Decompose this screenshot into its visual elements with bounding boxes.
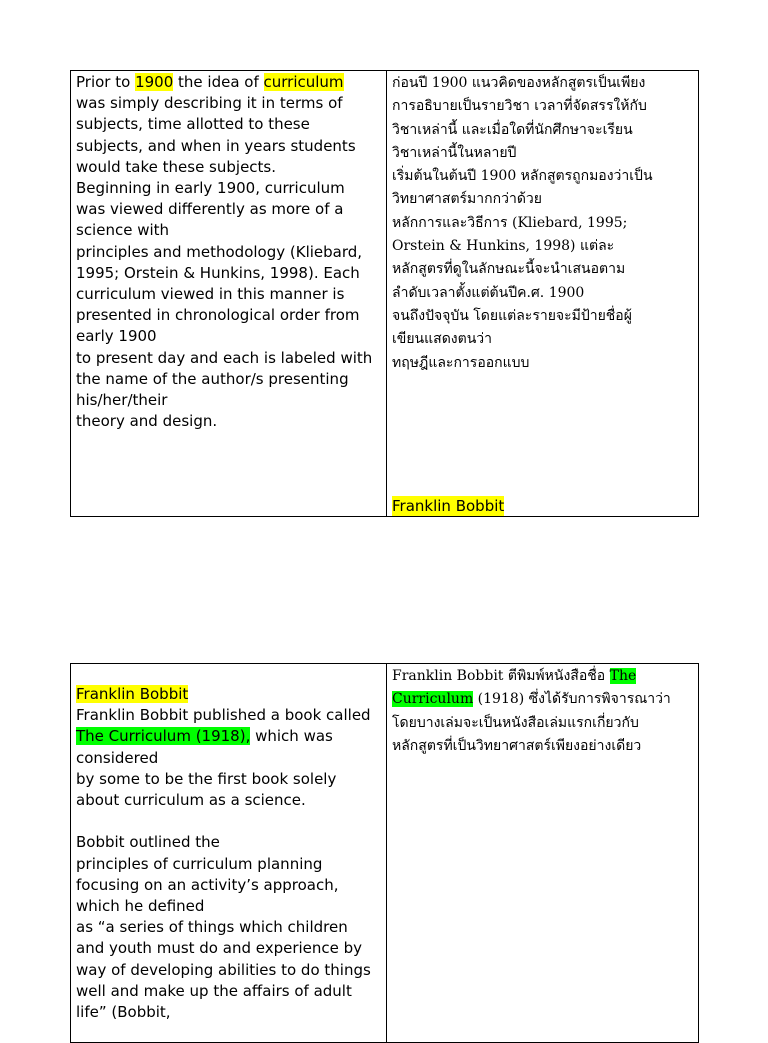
thai-line: หลักสูตรที่ดูในลักษณะนี้จะนำเสนอตาม <box>392 261 626 278</box>
thai-line: Orstein & Hunkins, 1998) แต่ละ <box>392 238 615 255</box>
highlight-curriculum: curriculum <box>263 73 344 91</box>
text-line: the name of the author/s presenting <box>76 369 349 388</box>
highlight-book-title: The Curriculum (1918), <box>76 727 251 746</box>
text-line: as “a series of things which children <box>76 918 348 937</box>
text-line: 1995; Orstein & Hunkins, 1998). Each <box>76 263 360 282</box>
thai-line: เขียนแสดงตนว่า <box>392 331 493 348</box>
text-line <box>76 726 380 747</box>
thai-line: ก่อนปี 1900 แนวคิดของหลักสูตรเป็นเพียง <box>392 75 646 91</box>
text-line: about curriculum as a science. <box>76 791 306 810</box>
thai-line: ทฤษฎีและการออกแบบ <box>392 354 530 371</box>
text-line: by some to be the first book solely <box>76 769 337 788</box>
highlight-year: 1900 <box>135 73 174 91</box>
text-line: life” (Bobbit, <box>76 1003 171 1022</box>
text-line: which he defined <box>76 897 205 916</box>
thai-line: เริ่มต้นในต้นปี 1900 หลักสูตรถูกมองว่าเป็น <box>392 168 653 185</box>
thai-line: หลักสูตรที่เป็นวิทยาศาสตร์เพียงอย่างเดียว <box>392 737 642 754</box>
text-middle: the idea of <box>173 73 264 91</box>
highlight-the: The <box>609 668 637 684</box>
section-heading <box>76 684 380 705</box>
text-rest: which was <box>250 727 333 746</box>
text-line: focusing on an activity’s approach, <box>76 875 339 894</box>
text-line: subjects, time allotted to these <box>76 115 310 134</box>
text-prefix: Prior to <box>76 73 136 91</box>
text-line: principles of curriculum planning <box>76 854 323 873</box>
thai-line: วิชาเหล่านี้ในหลายปี <box>392 144 517 161</box>
english-column <box>71 71 387 516</box>
text-line: way of developing abilities to do things <box>76 960 371 979</box>
thai-line: หลักการและวิธีการ (Kliebard, 1995; <box>392 214 628 231</box>
thai-column <box>387 664 698 1042</box>
english-column <box>71 664 387 1042</box>
heading-highlight: Franklin Bobbit <box>76 685 189 703</box>
thai-line: จนถึงปัจจุบัน โดยแต่ละรายจะมีป้ายชื่อผู้ <box>392 307 632 324</box>
franklin-bobbit-label: Franklin Bobbit <box>392 496 504 516</box>
text-line <box>76 72 380 93</box>
text-line: Bobbit outlined the <box>76 833 220 852</box>
thai-line: การอธิบายเป็นรายวิชา เวลาที่จัดสรรให้กับ <box>392 98 647 115</box>
text-line: subjects, and when in years students <box>76 136 356 155</box>
text-line: considered <box>76 748 159 767</box>
thai-column <box>387 71 698 516</box>
highlight-curriculum: Curriculum <box>392 691 474 708</box>
thai-line <box>392 665 694 688</box>
thai-line: วิชาเหล่านี้ และเมื่อใดที่นักศึกษาจะเรียน <box>392 121 633 138</box>
text-line: and youth must do and experience by <box>76 939 363 958</box>
thai-text: Franklin Bobbit ตีพิมพ์หนังสือชื่อ <box>392 668 610 684</box>
text-line: science with <box>76 221 170 240</box>
thai-line: วิทยาศาสตร์มากกว่าด้วย <box>392 191 542 208</box>
text-line: Beginning in early 1900, curriculum <box>76 179 345 198</box>
text-line: Franklin Bobbit published a book called <box>76 706 371 725</box>
text-line: would take these subjects. <box>76 157 277 176</box>
text-line: his/her/their <box>76 391 168 410</box>
blank-line <box>76 811 380 832</box>
thai-line <box>392 688 694 711</box>
thai-line: โดยบางเล่มจะเป็นหนังสือเล่มแรกเกี่ยวกับ <box>392 714 639 731</box>
text-line: was simply describing it in terms of <box>76 94 343 113</box>
thai-line: ลำดับเวลาตั้งแต่ต้นปีค.ศ. 1900 <box>392 284 585 301</box>
table-intro <box>70 70 699 517</box>
text-line: presented in chronological order from <box>76 306 360 325</box>
text-line: well and make up the affairs of adult <box>76 981 352 1000</box>
text-line: principles and methodology (Kliebard, <box>76 242 363 261</box>
text-line: theory and design. <box>76 412 218 431</box>
text-line: was viewed differently as more of a <box>76 200 344 219</box>
text-line: curriculum viewed in this manner is <box>76 285 345 304</box>
table-franklin-bobbit <box>70 663 699 1043</box>
thai-text: (1918) ซึ่งได้รับการพิจารณาว่า <box>473 691 671 708</box>
text-line: early 1900 <box>76 327 157 346</box>
text-line: to present day and each is labeled with <box>76 348 373 367</box>
